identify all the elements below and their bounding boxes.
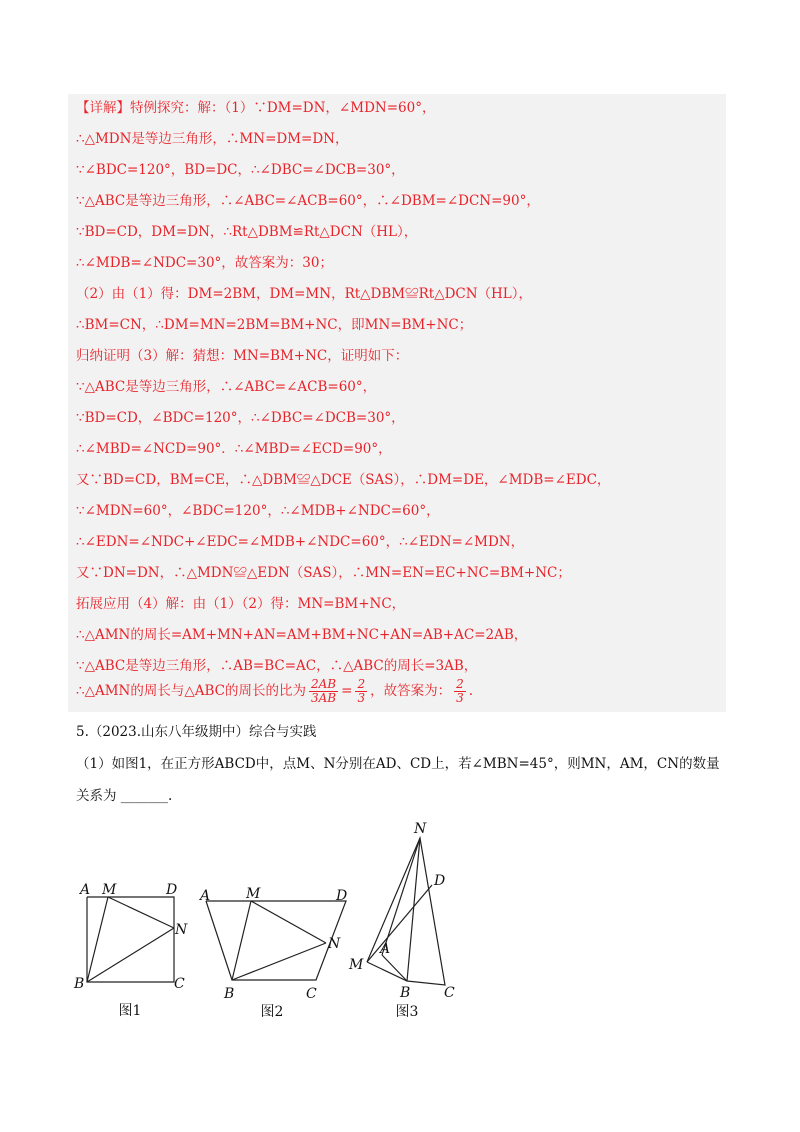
label-b: B (224, 986, 235, 1002)
fraction-denominator: 3AB (311, 691, 337, 705)
label-a: A (380, 941, 391, 957)
figure-3-triangle (340, 815, 470, 1030)
label-a: A (80, 882, 91, 898)
answer-text: ，故答案为： (370, 683, 452, 699)
fraction-numerator: 2 (357, 677, 366, 691)
solution-line: 【详解】特例探究：解：（1）∵DM=DN，∠MDN=60°， (76, 100, 436, 116)
figure-caption: 图3 (395, 1004, 419, 1020)
solution-line: 又∵DN=DN，∴△MDN≌△EDN（SAS），∴MN=EN=EC+NC=BM+NC； (76, 565, 571, 581)
solution-line: ∵△ABC是等边三角形，∴AB=BC=AC，∴△ABC的周长=3AB， (76, 658, 478, 674)
solution-line: 拓展应用（4）解：由（1）（2）得：MN=BM+NC， (76, 596, 406, 612)
solution-line: ∴BM=CN，∴DM=MN=2BM=BM+NC，即MN=BM+NC； (76, 317, 473, 333)
label-b: B (74, 976, 85, 992)
label-c: C (306, 986, 317, 1002)
label-d: D (336, 888, 348, 904)
solution-line: ∵△ABC是等边三角形，∴∠ABC=∠ACB=60°，∴∠DBM=∠DCN=90°， (76, 193, 540, 209)
label-a: A (200, 888, 211, 904)
solution-line: ∵BD=CD，∠BDC=120°，∴∠DBC=∠DCB=30°， (76, 410, 405, 426)
ratio-text: ∴△AMN的周长与△ABC的周长的比为 (76, 683, 306, 699)
question-text: （1）如图1，在正方形ABCD中，点M、N分别在AD、CD上，若∠MBN=45°，则MN，AM，CN的数量 (76, 756, 720, 772)
label-m: M (102, 882, 117, 898)
solution-line: 归纳证明（3）解：猜想：MN=BM+NC，证明如下： (76, 348, 409, 364)
label-n: N (175, 922, 188, 938)
label-c: C (174, 976, 185, 992)
figure-caption: 图1 (118, 1003, 142, 1019)
solution-line: ∵∠BDC=120°，BD=DC，∴∠DBC=∠DCB=30°， (76, 162, 405, 178)
solution-line: ∵∠MDN=60°，∠BDC=120°，∴∠MDB+∠NDC=60°， (76, 503, 440, 519)
solution-line: 又∵BD=CD，BM=CE，∴△DBM≌△DCE（SAS），∴DM=DE，∠MDB=∠EDC， (76, 472, 611, 488)
solution-line: ∴∠MBD=∠NCD=90°．∴∠MBD=∠ECD=90°， (76, 441, 392, 457)
solution-line: （2）由（1）得：DM=2BM，DM=MN，Rt△DBM≌Rt△DCN（HL）， (76, 286, 533, 302)
fraction-2-3 (355, 678, 367, 705)
question-header: 5.（2023.山东八年级期中）综合与实践 (76, 724, 317, 740)
label-n: N (328, 936, 341, 952)
fraction-answer (454, 678, 466, 705)
label-d: D (166, 882, 178, 898)
label-m: M (246, 886, 261, 902)
figure-2-parallelogram (196, 860, 356, 1030)
figure-1-square (60, 860, 200, 1030)
figure-caption: 图2 (260, 1004, 284, 1020)
fraction-numerator: 2AB (311, 677, 337, 691)
question-text: 关系为 _______. (76, 788, 173, 804)
period: . (468, 683, 474, 699)
solution-line: ∴△MDN是等边三角形，∴MN=DM=DN， (76, 131, 349, 147)
label-n: N (414, 821, 427, 837)
solution-last-line (76, 678, 473, 705)
solution-line: ∴∠MDB=∠NDC=30°，故答案为：30； (76, 255, 333, 271)
solution-line: ∴△AMN的周长=AM+MN+AN=AM+BM+NC+AN=AB+AC=2AB， (76, 627, 528, 643)
label-m: M (349, 957, 364, 973)
solution-panel (68, 94, 726, 712)
fraction-denominator: 3 (456, 691, 464, 705)
equals-sign: = (341, 683, 353, 699)
solution-line: ∴∠EDN=∠NDC+∠EDC=∠MDB+∠NDC=60°，∴∠EDN=∠MDN， (76, 534, 525, 550)
solution-line: ∵BD=CD，DM=DN，∴Rt△DBM≌Rt△DCN（HL）， (76, 224, 418, 240)
fraction-denominator: 3 (357, 691, 366, 705)
fraction-2ab-3ab (309, 678, 338, 705)
solution-line: ∵△ABC是等边三角形，∴∠ABC=∠ACB=60°， (76, 379, 377, 395)
label-c: C (444, 985, 455, 1001)
label-d: D (434, 873, 446, 889)
fraction-numerator: 2 (456, 677, 464, 691)
label-b: B (400, 985, 411, 1001)
